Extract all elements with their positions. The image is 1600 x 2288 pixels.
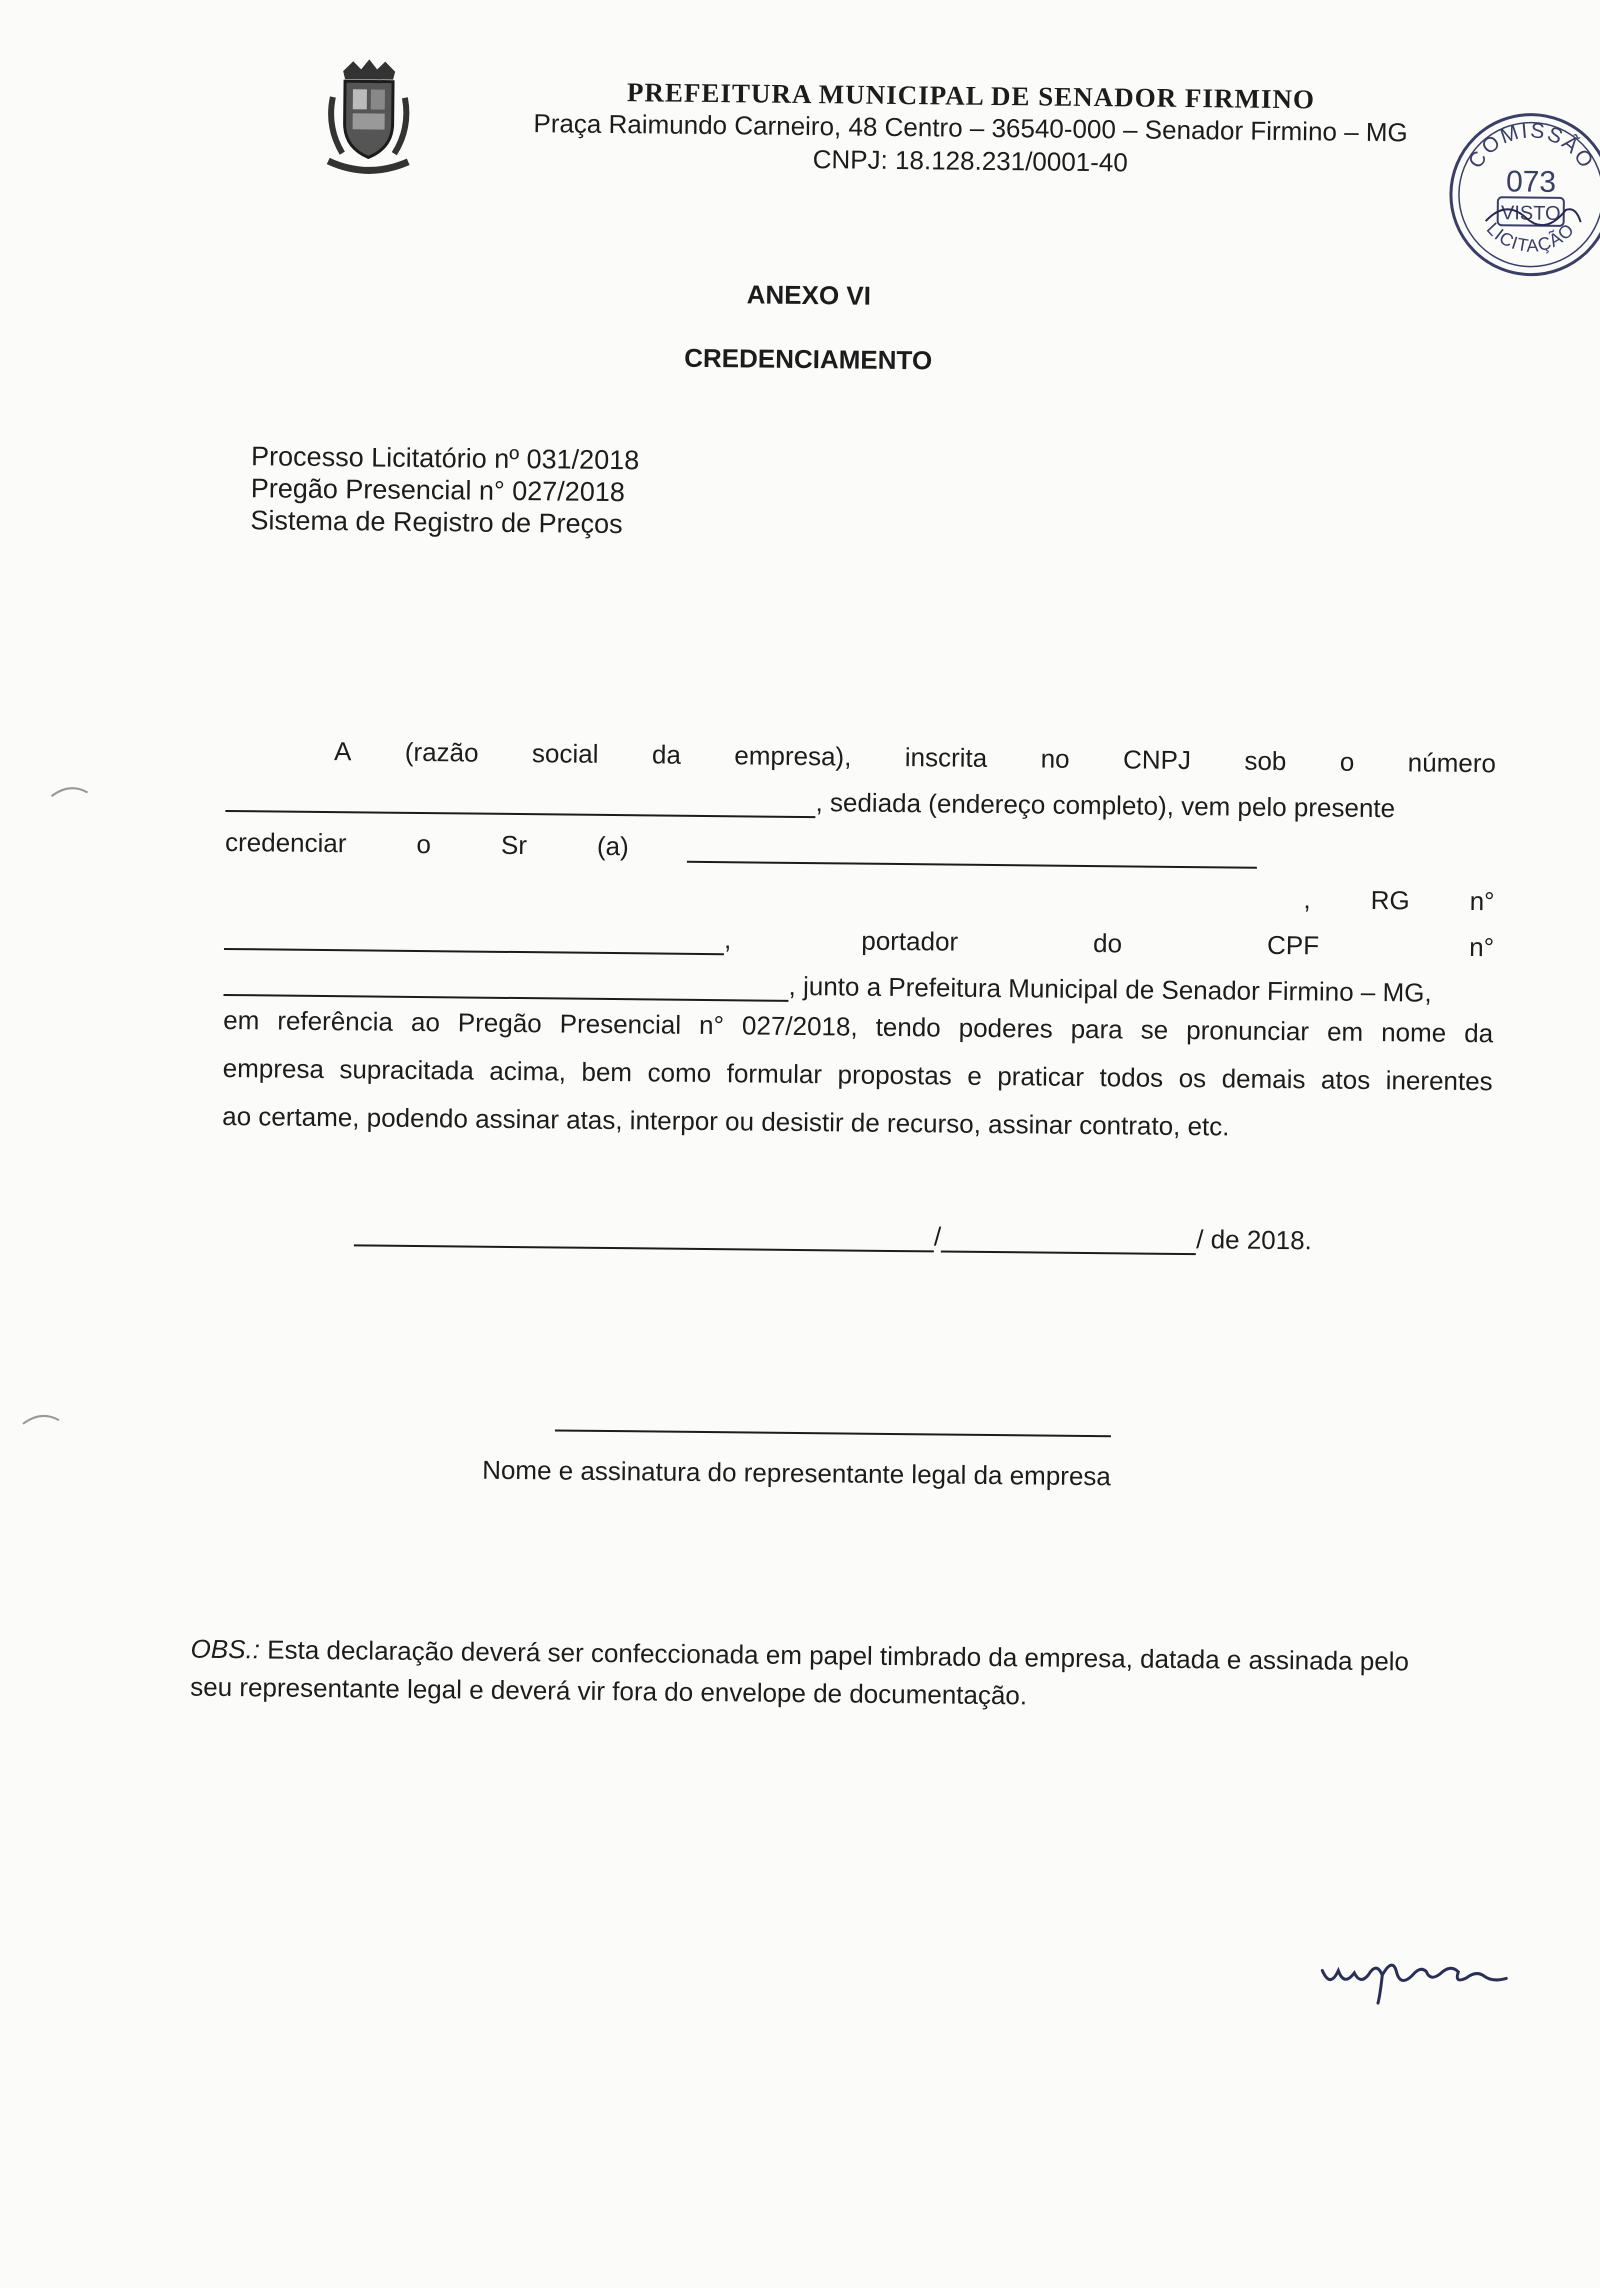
body-line-3: credenciar o Sr (a) bbox=[225, 812, 1495, 871]
body-line-5: , portador do CPF n° bbox=[224, 904, 1494, 963]
coat-of-arms-icon bbox=[322, 57, 415, 176]
punch-mark-icon bbox=[21, 1410, 61, 1426]
punch-mark-icon bbox=[50, 782, 90, 798]
municipality-cnpj: CNPJ: 18.128.231/0001-40 bbox=[812, 144, 1128, 178]
credential-body bbox=[222, 720, 1496, 1153]
body-line-8: empresa supracitada acima, bem como formular propostas e praticar todos os demais atos inerentes bbox=[222, 1052, 1493, 1097]
obs-text: Esta declaração deverá ser confeccionada em papel timbrado da empresa, datada e assinada pelo seu representante legal e deverá vir fora do envelope de documentação. bbox=[190, 1634, 1410, 1711]
body-line-2: , sediada (endereço completo), vem pelo presente bbox=[225, 766, 1495, 825]
stamp-number: 073 bbox=[1505, 165, 1557, 199]
municipality-address: Praça Raimundo Carneiro, 48 Centro – 36540-000 – Senador Firmino – MG bbox=[533, 108, 1408, 148]
auction-number: Pregão Presencial n° 027/2018 bbox=[250, 473, 625, 508]
body-line-6: , junto a Prefeitura Municipal de Senador Firmino – MG, bbox=[223, 950, 1493, 1009]
price-registry: Sistema de Registro de Preços bbox=[250, 505, 623, 540]
rg-blank[interactable] bbox=[224, 924, 724, 955]
stamp-middle-text: VISTO bbox=[1500, 202, 1561, 225]
process-number: Processo Licitatório nº 031/2018 bbox=[250, 441, 640, 476]
municipality-name: PREFEITURA MUNICIPAL DE SENADOR FIRMINO bbox=[626, 77, 1316, 115]
date-month-blank[interactable] bbox=[941, 1226, 1196, 1255]
body-line-4: , RG n° bbox=[1303, 884, 1495, 917]
signature-label: Nome e assinatura do representante legal da empresa bbox=[482, 1454, 1112, 1492]
stamp-top-text: COMISSÃO bbox=[1464, 119, 1599, 174]
annex-title: ANEXO VI bbox=[746, 279, 872, 311]
body-line-7: em referência ao Pregão Presencial n° 027/2018, tendo poderes para se pronunciar em nome da bbox=[223, 1004, 1494, 1049]
letterhead bbox=[480, 75, 1461, 183]
observation-note bbox=[190, 1630, 1453, 1719]
section-title: CREDENCIAMENTO bbox=[684, 342, 933, 376]
stamp-bottom-text: LICITAÇÃO bbox=[1482, 218, 1579, 256]
commission-stamp bbox=[1445, 109, 1600, 281]
process-info bbox=[250, 440, 639, 540]
date-city-day-blank[interactable] bbox=[354, 1220, 934, 1252]
handwritten-rubric bbox=[1316, 1940, 1527, 2012]
obs-label: OBS.: bbox=[190, 1633, 261, 1665]
date-line: / / de 2018. bbox=[354, 1215, 1312, 1256]
body-line-1: A (razão social da empresa), inscrita no CNPJ sob o número bbox=[333, 736, 1497, 779]
signature-line[interactable] bbox=[555, 1429, 1111, 1437]
body-line-9: ao certame, podendo assinar atas, interpor ou desistir de recurso, assinar contrato, etc. bbox=[222, 1100, 1230, 1142]
date-year: / de 2018. bbox=[1196, 1224, 1313, 1256]
